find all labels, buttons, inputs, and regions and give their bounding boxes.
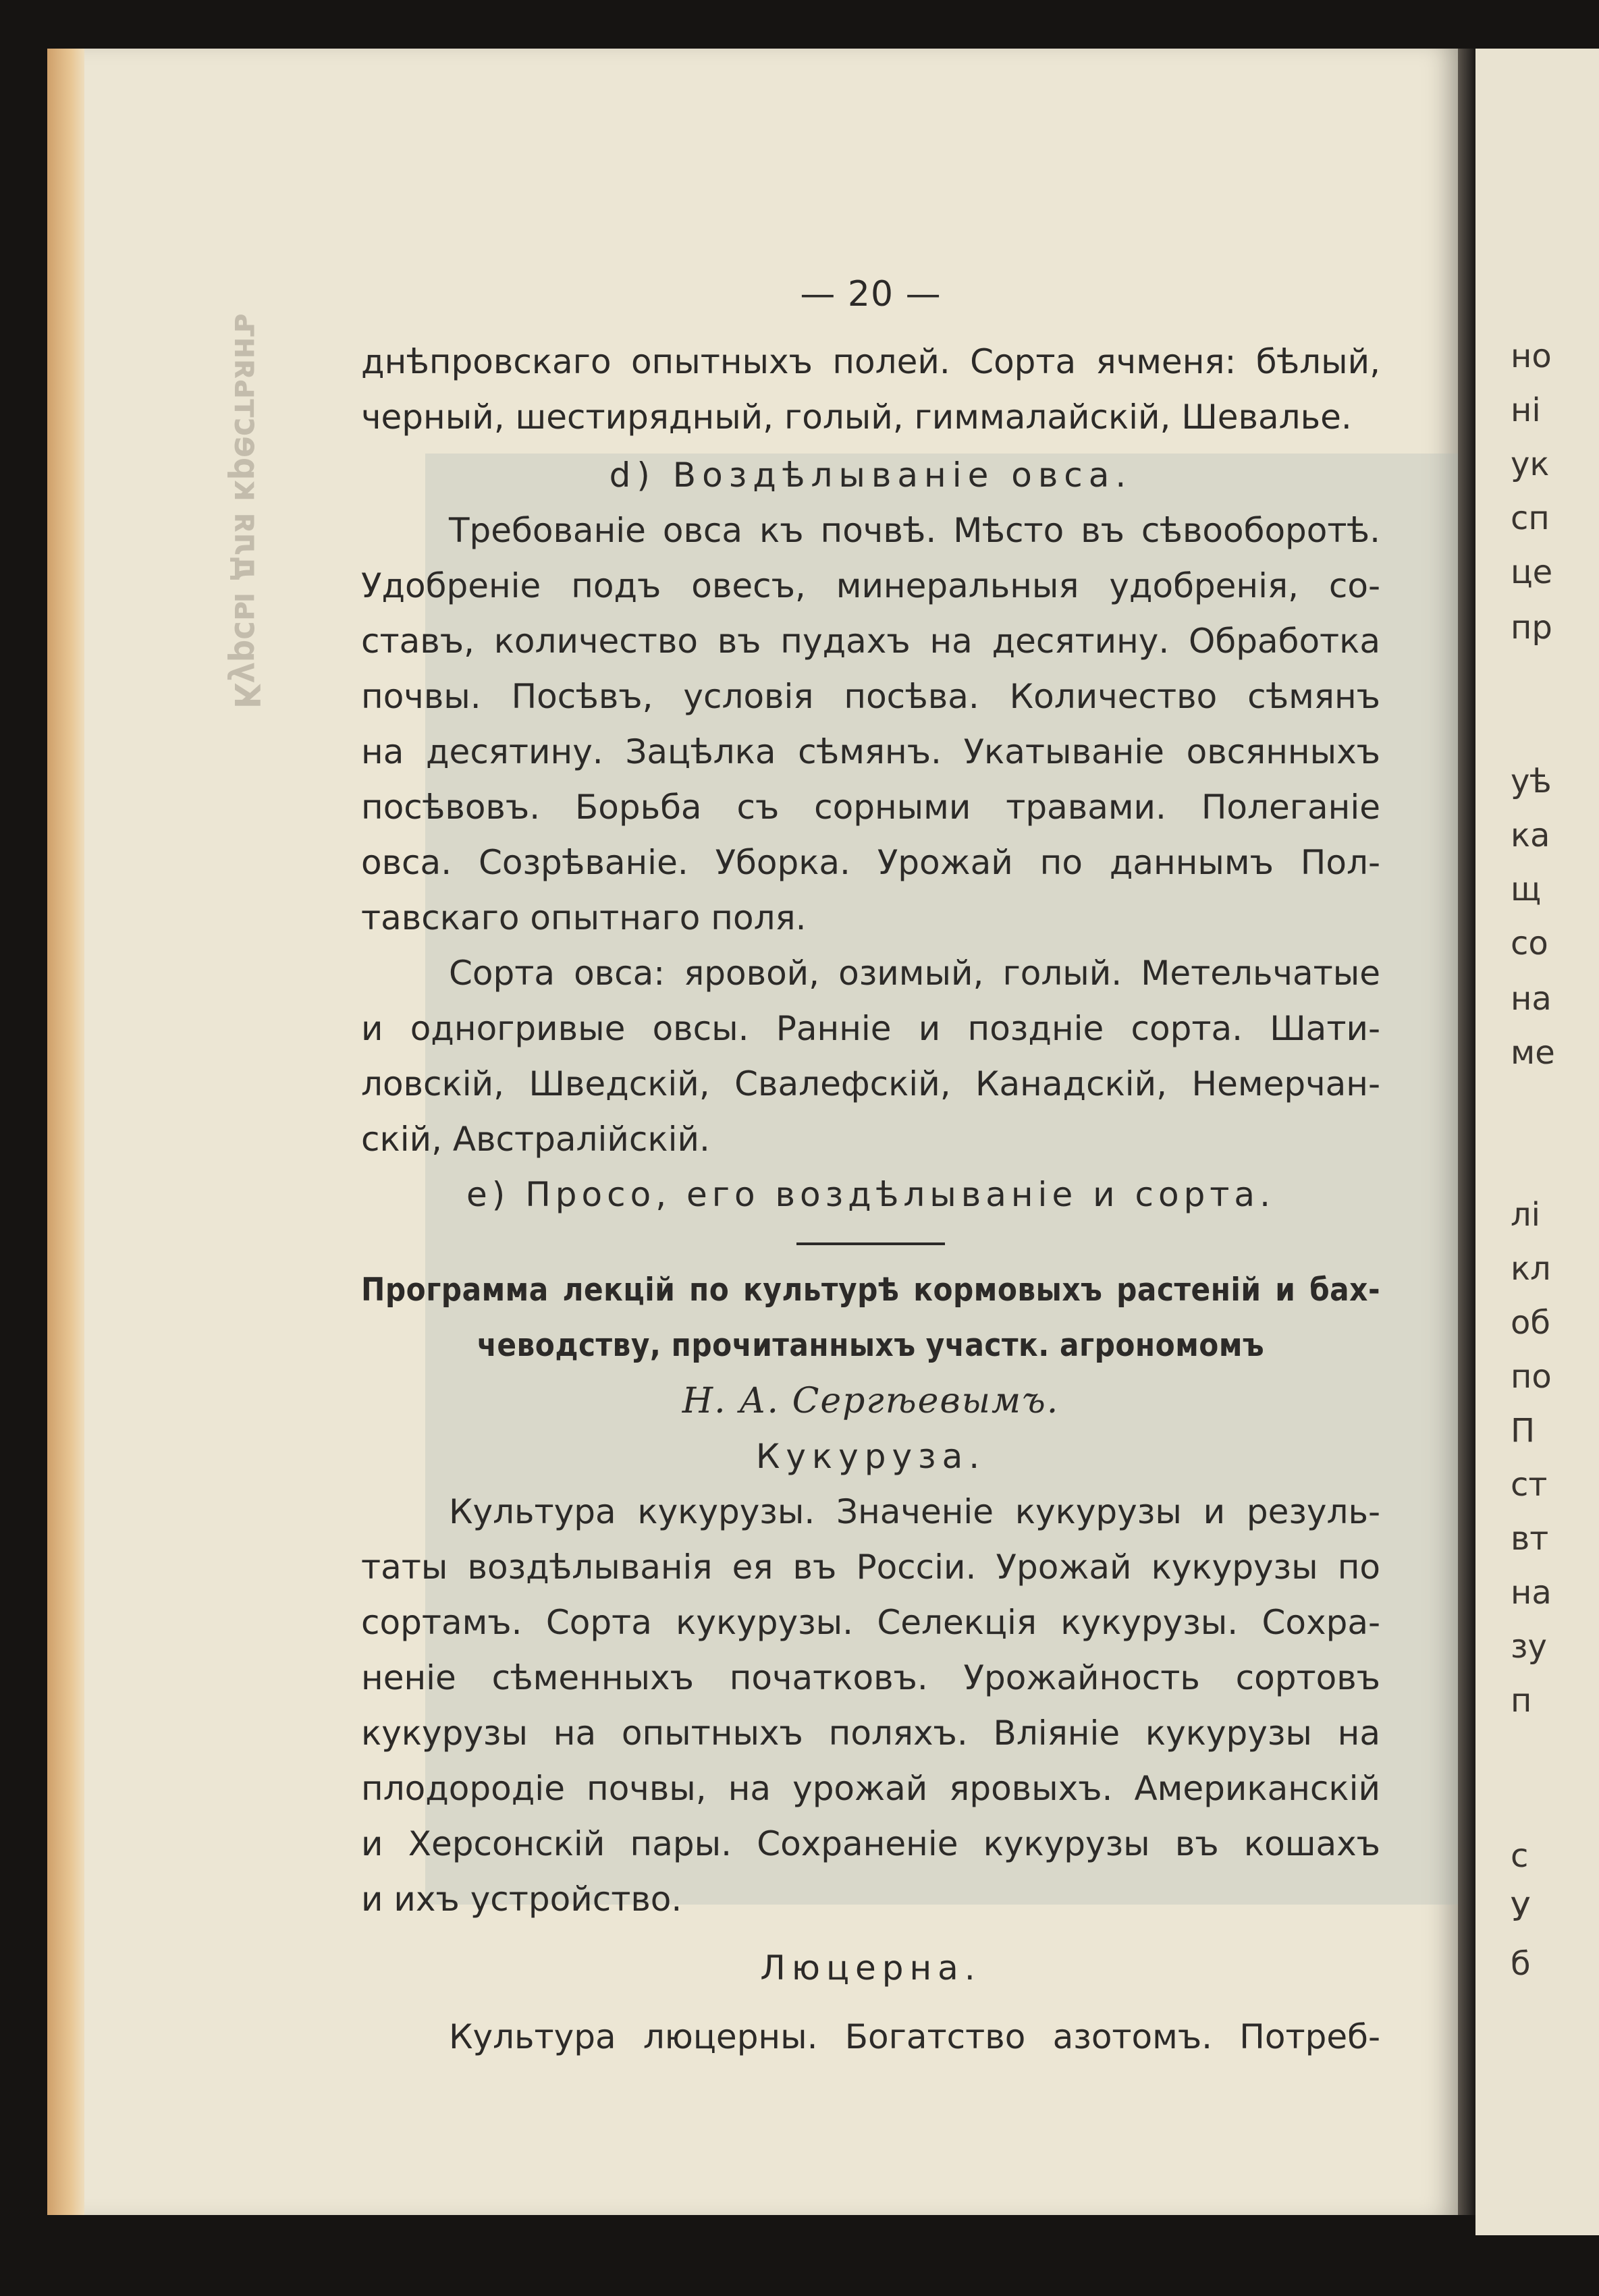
- next-page-fragment: сп: [1511, 499, 1550, 537]
- next-page-fragment: ст: [1511, 1466, 1548, 1504]
- next-page-fragment: на: [1511, 1574, 1552, 1612]
- next-page-fragment: зу: [1511, 1628, 1547, 1666]
- program-heading-line: Программа лекцій по культурѣ кормовыхъ растеній и бах-: [361, 1272, 1380, 1309]
- text-line: Культура люцерны. Богатство азотомъ. Потреб-: [449, 2017, 1380, 2056]
- text-line: посѣвовъ. Борьба съ сорными травами. Полеганіе: [361, 788, 1380, 827]
- next-page-fragment: пр: [1511, 609, 1552, 647]
- next-page-fragment: лі: [1511, 1196, 1541, 1234]
- next-page-fragment: но: [1511, 337, 1552, 375]
- next-page-fragment: ме: [1511, 1034, 1555, 1072]
- next-page-fragment: П: [1511, 1412, 1536, 1450]
- next-page-fragment: щ: [1511, 871, 1542, 908]
- text-line: овса. Созрѣваніе. Уборка. Урожай по даннымъ Пол-: [361, 843, 1380, 882]
- text-line: и Херсонскій пары. Сохраненіе кукурузы въ кошахъ: [361, 1824, 1380, 1863]
- text-line: плодородіе почвы, на урожай яровыхъ. Американскій: [361, 1769, 1380, 1808]
- next-page-fragment: ка: [1511, 817, 1550, 854]
- next-page-fragment: ук: [1511, 445, 1550, 483]
- heading-alfalfa: Люцерна.: [760, 1948, 981, 1988]
- text-line: ставъ, количество въ пудахъ на десятину. Обработка: [361, 622, 1380, 661]
- text-line: скій, Австралійскій.: [361, 1120, 710, 1159]
- book-gutter: [1458, 49, 1475, 2215]
- next-page-fragment: це: [1511, 553, 1553, 591]
- next-page-fragment: с: [1511, 1837, 1529, 1875]
- next-page-fragment: вт: [1511, 1520, 1549, 1558]
- next-page-fragment: по: [1511, 1358, 1552, 1396]
- text-line: ловскій, Шведскій, Свалефскій, Канадскій, Немерчан-: [361, 1064, 1380, 1103]
- heading-corn: Кукуруза.: [755, 1437, 986, 1476]
- next-page-fragment: кл: [1511, 1250, 1551, 1288]
- page-number: — 20 —: [800, 274, 942, 315]
- page-edge: [47, 49, 88, 2215]
- text-line: почвы. Посѣвъ, условія посѣва. Количество сѣмянъ: [361, 677, 1380, 716]
- section-heading-e: е) Просо, его воздѣлываніе и сорта.: [466, 1175, 1275, 1214]
- text-line: Культура кукурузы. Значеніе кукурузы и резуль-: [449, 1492, 1380, 1531]
- next-page-fragment: п: [1511, 1682, 1532, 1720]
- text-line: тавскаго опытнаго поля.: [361, 898, 807, 937]
- text-line: неніе сѣменныхъ початковъ. Урожайность сортовъ: [361, 1658, 1380, 1697]
- next-page-fragment: со: [1511, 925, 1548, 962]
- text-line: на десятину. Зацѣлка сѣмянъ. Укатываніе овсянныхъ: [361, 732, 1380, 771]
- section-heading-d: d) Воздѣлываніе овса.: [609, 456, 1133, 495]
- text-line: и одногривые овсы. Ранніе и поздніе сорта. Шати-: [361, 1009, 1380, 1048]
- text-line: сортамъ. Сорта кукурузы. Селекція кукурузы. Сохра-: [361, 1603, 1380, 1642]
- text-line: кукурузы на опытныхъ поляхъ. Вліяніе кукурузы на: [361, 1714, 1380, 1753]
- text-line: и ихъ устройство.: [361, 1880, 682, 1919]
- next-page-fragment: ні: [1511, 391, 1541, 429]
- page-text: [361, 267, 1380, 2065]
- text-line: таты воздѣлыванія ея въ Россіи. Урожай кукурузы по: [361, 1548, 1380, 1587]
- next-page-fragment: об: [1511, 1304, 1550, 1342]
- next-page-edge: [1475, 49, 1599, 2235]
- next-page-fragment: уѣ: [1511, 763, 1552, 800]
- text-line: днѣпровскаго опытныхъ полей. Сорта ячменя: бѣлый,: [361, 342, 1380, 381]
- author-name: Н. А. Сергѣевымъ.: [682, 1381, 1060, 1421]
- text-line: черный, шестирядный, голый, гиммалайскій, Шевалье.: [361, 398, 1352, 437]
- next-page-fragment: б: [1511, 1945, 1531, 1983]
- text-line: Удобреніе подъ овесъ, минеральныя удобренія, со-: [361, 566, 1380, 605]
- next-page-fragment: на: [1511, 980, 1552, 1018]
- program-heading-line: чеводству, прочитанныхъ участк. агрономомъ: [477, 1327, 1265, 1364]
- text-line: Требованіе овса къ почвѣ. Мѣсто въ сѣвооборотѣ.: [449, 511, 1380, 550]
- mirrored-show-through-text: Курсы для крестьянъ: [226, 313, 267, 709]
- next-page-fragment: У: [1511, 1891, 1531, 1929]
- divider-rule: [796, 1242, 945, 1245]
- text-line: Сорта овса: яровой, озимый, голый. Метельчатые: [449, 954, 1380, 993]
